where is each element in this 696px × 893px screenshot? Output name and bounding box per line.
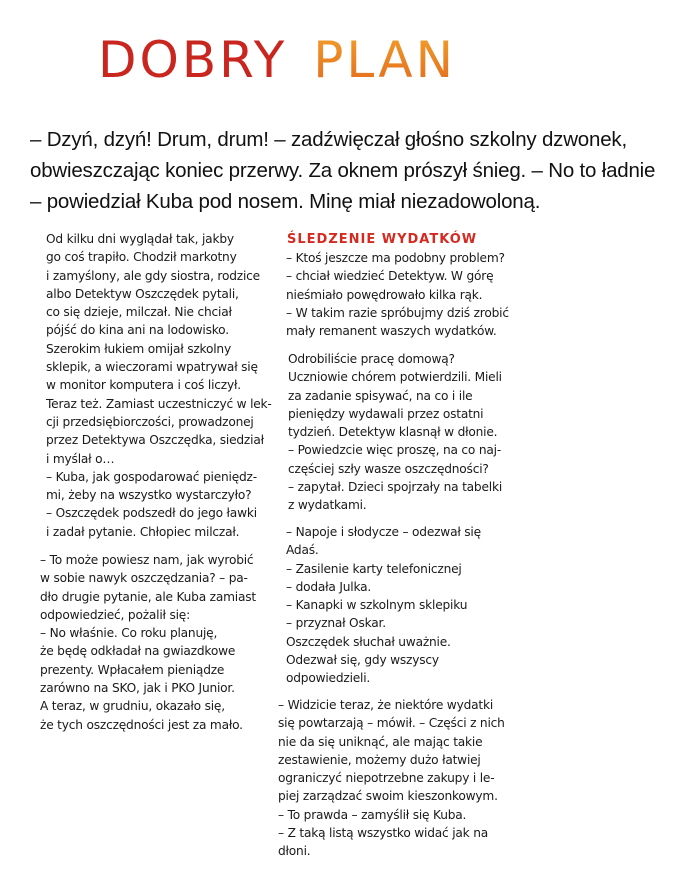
text-line: – Zasilenie karty telefonicznej: [286, 561, 462, 576]
text-line: – Widzicie teraz, że niektóre wydatki: [278, 698, 494, 712]
title-word-dobry: DOBRY: [98, 31, 288, 89]
text-line: A teraz, w grudniu, okazało się,: [40, 699, 225, 714]
text-line: pójść do kina ani na lodowisko.: [46, 323, 229, 338]
text-line: go coś trapiło. Chodził markotny: [46, 250, 237, 265]
text-line: tydzień. Detektyw klasnął w dłonie.: [288, 425, 498, 440]
text-line: w monitor komputera i coś liczył.: [46, 378, 241, 393]
page-title: [98, 30, 456, 90]
left-paragraph-2: [40, 551, 256, 734]
title-word-plan: PLAN: [313, 31, 457, 89]
text-line: – przyznał Oskar.: [286, 616, 386, 631]
text-line: Odezwał się, gdy wszyscy: [286, 653, 439, 668]
text-line: – chciał wiedzieć Detektyw. W górę: [286, 269, 494, 284]
text-line: Szerokim łukiem omijał szkolny: [46, 341, 231, 356]
text-line: Teraz też. Zamiast uczestniczyć w lek-: [46, 396, 272, 411]
text-line: że będę odkładał na gwiazdkowe: [40, 644, 236, 659]
text-line: w sobie nawyk oszczędzania? – pa-: [40, 571, 248, 586]
left-paragraph-1: [46, 230, 272, 541]
text-line: odpowiedzieli.: [286, 671, 371, 686]
text-line: – To prawda – zamyślił się Kuba.: [278, 807, 467, 822]
right-paragraph-2: [288, 350, 502, 515]
text-line: – Dzyń, dzyń! Drum, drum! – zadźwięczał głośno szkolny dzwonek,: [30, 128, 627, 151]
text-line: przez Detektywa Oszczędka, siedział: [46, 433, 264, 448]
text-line: zestawienie, możemy dużo łatwiej: [278, 752, 481, 767]
text-line: się powtarzają – mówił. – Części z nich: [278, 716, 505, 731]
text-line: i zamyślony, ale gdy siostra, rodzice: [46, 268, 260, 283]
text-line: pieniędzy wydawali przez ostatni: [288, 406, 484, 421]
text-line: co się dzieje, milczał. Nie chciał: [46, 305, 232, 320]
text-line: – zapytał. Dzieci spojrzały na tabelki: [288, 480, 503, 495]
text-line: – Kanapki w szkolnym sklepiku: [286, 598, 468, 613]
text-line: – Napoje i słodycze – odezwał się: [286, 525, 481, 539]
text-line: – dodała Julka.: [286, 579, 372, 594]
text-line: – Ktoś jeszcze ma podobny problem?: [286, 251, 505, 265]
text-line: nie da się uniknąć, ale mając takie: [278, 734, 483, 749]
text-line: – powiedział Kuba pod nosem. Minę miał niezadowoloną.: [30, 190, 541, 213]
right-paragraph-1: [286, 249, 509, 340]
text-line: – No właśnie. Co roku planuję,: [40, 626, 218, 641]
text-line: Od kilku dni wyglądał tak, jakby: [46, 232, 234, 246]
text-line: z wydatkami.: [288, 498, 367, 513]
text-line: piej zarządzać swoim kieszonkowym.: [278, 789, 498, 804]
text-line: zarówno na SKO, jak i PKO Junior.: [40, 681, 235, 696]
text-line: ograniczyć niepotrzebne zakupy i le-: [278, 771, 495, 786]
text-line: – Oszczędek podszedł do jego ławki: [46, 506, 257, 521]
text-line: dłoni.: [278, 844, 311, 859]
text-line: Odrobiliście pracę domową?: [288, 352, 455, 366]
text-line: częściej szły wasze oszczędności?: [288, 461, 489, 476]
text-line: cji przedsiębiorczości, prowadzonej: [46, 414, 254, 429]
text-line: – Powiedzcie więc proszę, na co naj-: [288, 443, 502, 458]
text-line: – W takim razie spróbujmy dziś zrobić: [286, 305, 509, 320]
right-paragraph-4: [278, 696, 505, 861]
text-line: i myślał o…: [46, 451, 115, 466]
text-line: mi, żeby na wszystko wystarczyło?: [46, 488, 252, 503]
text-line: że tych oszczędności jest za mało.: [40, 717, 243, 732]
text-line: Adaś.: [286, 543, 319, 558]
text-line: odpowiedzieć, pożalił się:: [40, 607, 191, 622]
text-line: – To może powiesz nam, jak wyrobić: [40, 553, 254, 567]
text-line: Uczniowie chórem potwierdzili. Mieli: [288, 370, 502, 385]
text-line: dło drugie pytanie, ale Kuba zamiast: [40, 589, 256, 604]
text-line: Oszczędek słuchał uważnie.: [286, 634, 451, 649]
text-line: sklepik, a wieczorami wpatrywał się: [46, 360, 258, 375]
text-line: – Z taką listą wszystko widać jak na: [278, 826, 489, 841]
text-line: mały remanent waszych wydatków.: [286, 324, 497, 339]
text-line: nieśmiało powędrowało kilka rąk.: [286, 287, 483, 302]
text-line: – Kuba, jak gospodarować pieniędz-: [46, 469, 257, 484]
lead-paragraph: [30, 124, 690, 217]
text-line: albo Detektyw Oszczędek pytali,: [46, 286, 239, 301]
text-line: za zadanie spisywać, na co i ile: [288, 388, 473, 403]
text-line: obwieszczając koniec przerwy. Za oknem prószył śnieg. – No to ładnie: [30, 159, 656, 182]
right-paragraph-3: [286, 523, 481, 688]
section-heading: ŚLEDZENIE WYDATKÓW: [287, 232, 478, 247]
text-line: prezenty. Wpłacałem pieniądze: [40, 662, 225, 677]
text-line: i zadał pytanie. Chłopiec milczał.: [46, 524, 240, 539]
